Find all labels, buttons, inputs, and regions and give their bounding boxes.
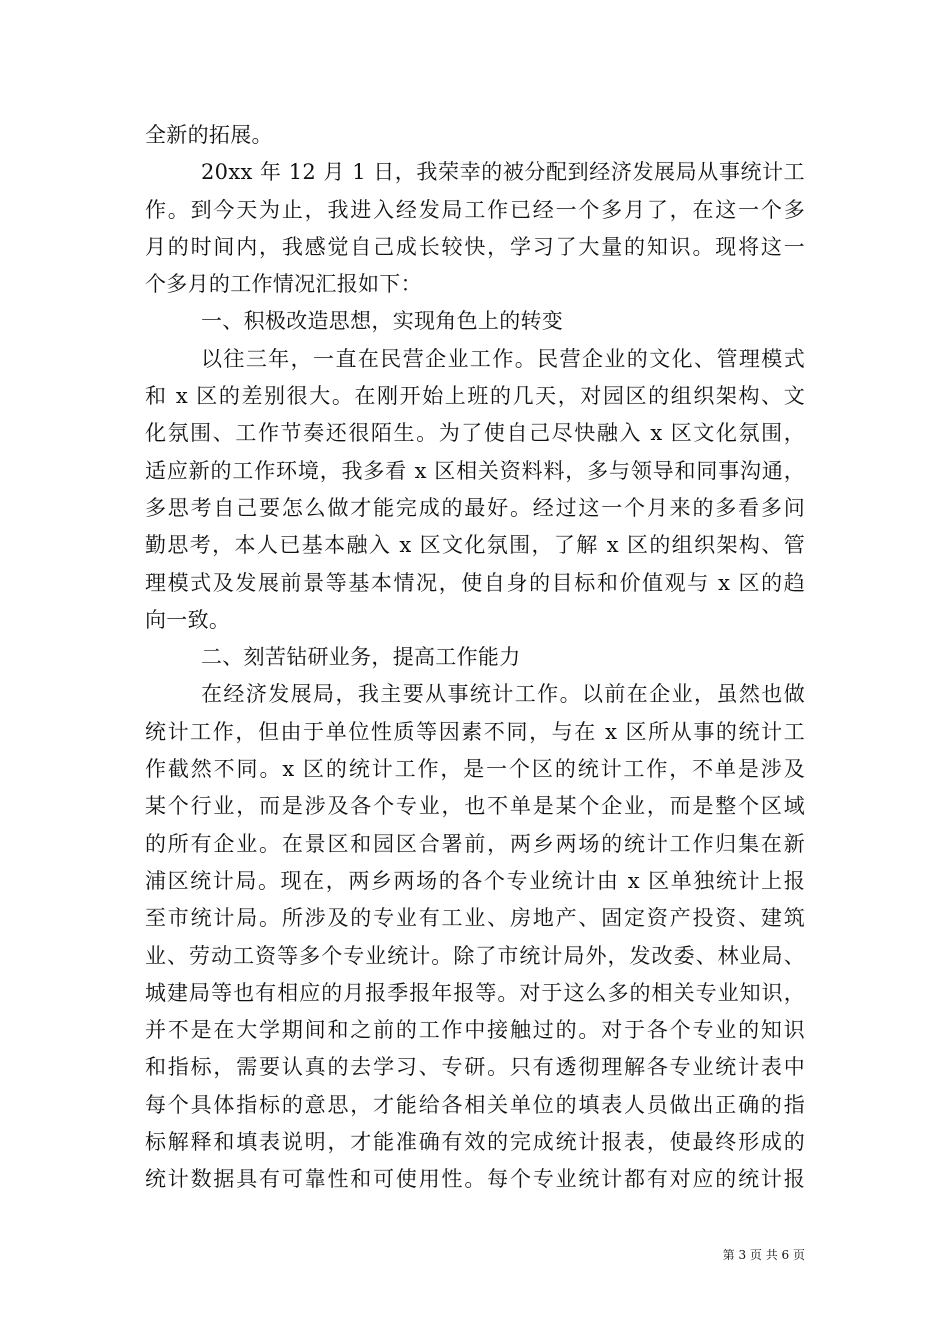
document-body	[145, 117, 805, 1199]
text-line: 并不是在大学期间和之前的工作中接触过的。对于各个专业的知识	[145, 1018, 805, 1043]
text-line: 勤思考，本人已基本融入 x 区文化氛围，了解 x 区的组织架构、管	[145, 533, 805, 558]
text-line: 作。到今天为止，我进入经发局工作已经一个多月了，在这一个多	[145, 197, 805, 222]
text-line: 和 x 区的差别很大。在刚开始上班的几天，对园区的组织架构、文	[145, 384, 805, 409]
text-line: 多思考自己要怎么做才能完成的最好。经过这一个月来的多看多问	[145, 495, 805, 520]
text-line: 化氛围、工作节奏还很陌生。为了使自己尽快融入 x 区文化氛围，	[145, 421, 805, 446]
text-line: 统计数据具有可靠性和可使用性。每个专业统计都有对应的统计报	[145, 1167, 805, 1192]
text-line: 月的时间内，我感觉自己成长较快，学习了大量的知识。现将这一	[145, 234, 805, 259]
text-line: 适应新的工作环境，我多看 x 区相关资料料，多与领导和同事沟通，	[145, 458, 805, 483]
text-line: 标解释和填表说明，才能准确有效的完成统计报表，使最终形成的	[145, 1130, 805, 1155]
text-line: 全新的拓展。	[145, 123, 273, 147]
text-line: 作截然不同。x 区的统计工作，是一个区的统计工作，不单是涉及	[145, 757, 805, 782]
text-line: 个多月的工作情况汇报如下：	[145, 272, 422, 297]
text-line: 向一致。	[145, 607, 231, 632]
text-line: 理模式及发展前景等基本情况，使自身的目标和价值观与 x 区的趋	[145, 570, 805, 595]
text-line: 和指标，需要认真的去学习、专研。只有透彻理解各专业统计表中	[145, 1055, 805, 1080]
text-line: 浦区统计局。现在，两乡两场的各个专业统计由 x 区单独统计上报	[145, 868, 805, 893]
text-line: 至市统计局。所涉及的专业有工业、房地产、固定资产投资、建筑	[145, 906, 805, 931]
text-line: 每个具体指标的意思，才能给各相关单位的填表人员做出正确的指	[145, 1092, 805, 1117]
text-line: 某个行业，而是涉及各个专业，也不单是某个企业，而是整个区域	[145, 794, 805, 819]
text-line: 城建局等也有相应的月报季报年报等。对于这么多的相关专业知识，	[145, 980, 805, 1005]
text-line: 的所有企业。在景区和园区合署前，两乡两场的统计工作归集在新	[145, 831, 805, 856]
text-line: 在经济发展局，我主要从事统计工作。以前在企业，虽然也做	[201, 682, 805, 707]
section-heading: 二、刻苦钻研业务，提高工作能力	[201, 645, 521, 670]
section-heading: 一、积极改造思想，实现角色上的转变	[201, 309, 564, 334]
text-line: 以往三年，一直在民营企业工作。民营企业的文化、管理模式	[201, 346, 805, 371]
text-line: 20xx 年 12 月 1 日，我荣幸的被分配到经济发展局从事统计工	[201, 160, 805, 185]
text-line: 统计工作，但由于单位性质等因素不同，与在 x 区所从事的统计工	[145, 719, 805, 744]
text-line: 业、劳动工资等多个专业统计。除了市统计局外，发改委、林业局、	[145, 943, 805, 968]
page-number: 第 3 页 共 6 页	[722, 1248, 805, 1262]
